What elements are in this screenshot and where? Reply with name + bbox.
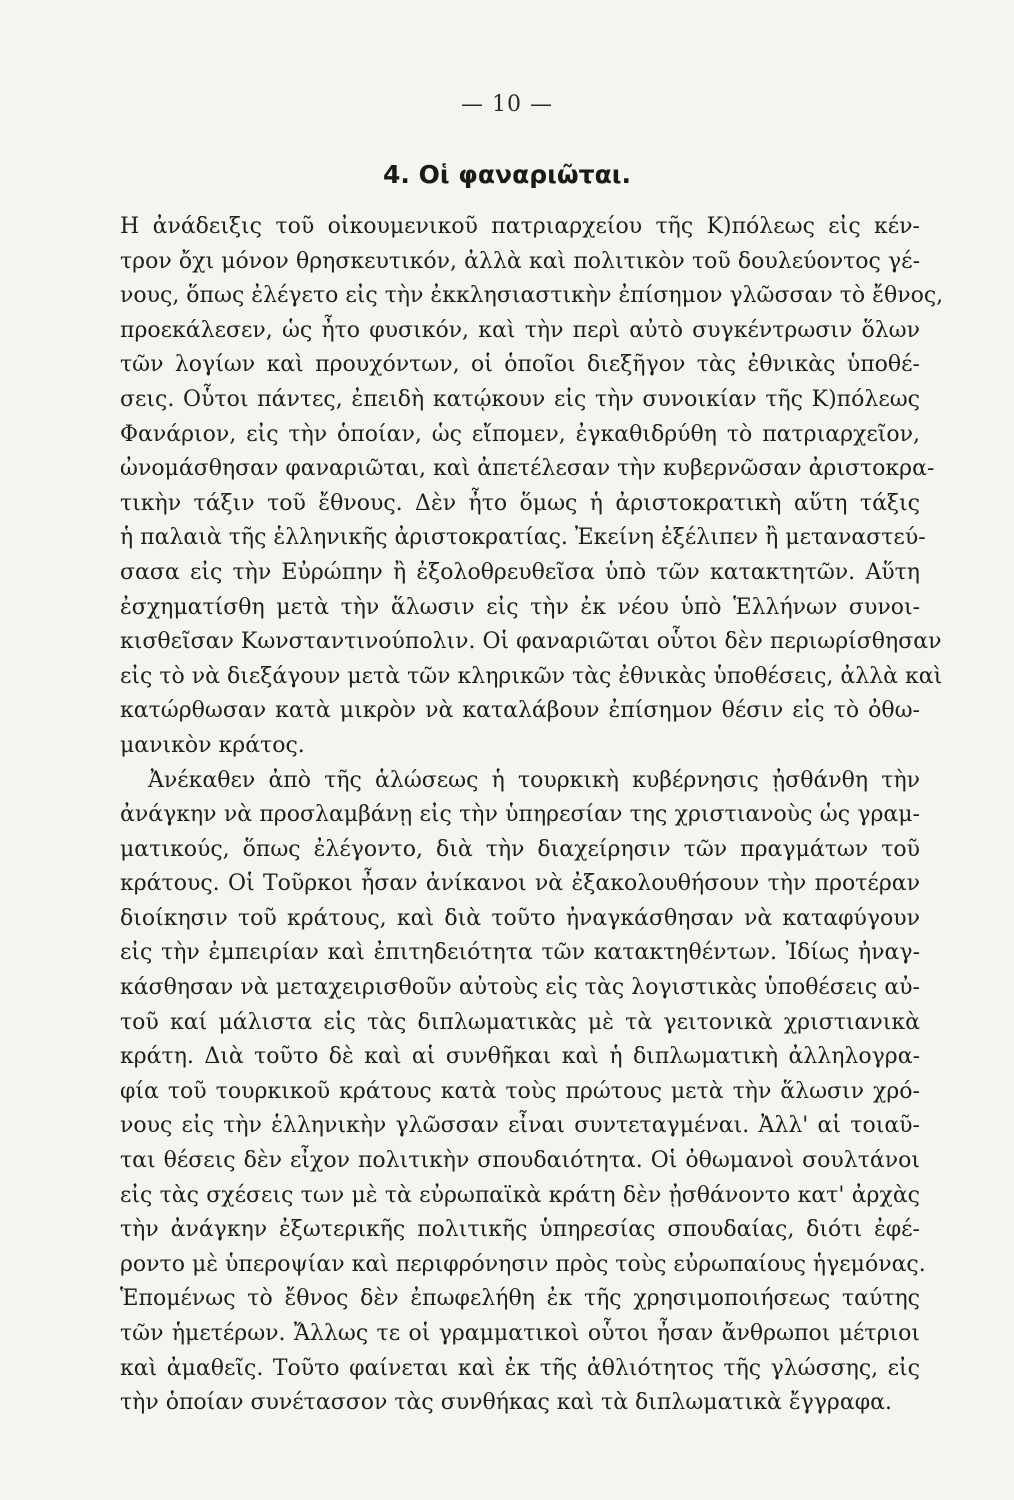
text-line: ματικούς, ὅπως ἐλέγοντο, διὰ τὴν διαχείρησιν τῶν πραγμάτων τοῦ [120, 836, 920, 862]
text-line: καὶ ἀμαθεῖς. Τοῦτο φαίνεται καὶ ἐκ τῆς ἀθλιότητος τῆς γλώσσης, εἰς [120, 1355, 920, 1381]
text-line: κράτους. Οἱ Τοῦρκοι ἦσαν ἀνίκανοι νὰ ἐξακολουθήσουν τὴν προτέραν [120, 871, 920, 897]
text-line: ροντο μὲ ὑπεροψίαν καὶ περιφρόνησιν πρὸς τοὺς εὐρωπαίους ἡγεμόνας. [120, 1251, 926, 1277]
text-line: προεκάλεσεν, ὡς ἦτο φυσικόν, καὶ τὴν περὶ αὐτὸ συγκέντρωσιν ὅλων [120, 317, 920, 343]
text-line: Ἀνέκαθεν ἀπὸ τῆς ἁλώσεως ἡ τουρκικὴ κυβέρνησις ᾐσθάνθη τὴν [148, 767, 920, 793]
text-line: ται θέσεις δὲν εἶχον πολιτικὴν σπουδαιότητα. Οἱ ὀθωμανοὶ σουλτάνοι [120, 1148, 920, 1174]
text-line: κάσθησαν νὰ μεταχειρισθοῦν αὐτοὺς εἰς τὰς λογιστικὰς ὑποθέσεις αὐ- [120, 975, 920, 1001]
text-line: κατώρθωσαν κατὰ μικρὸν νὰ καταλάβουν ἐπίσημον θέσιν εἰς τὸ ὀθω- [120, 698, 920, 724]
text-line: σασα εἰς τὴν Εὐρώπην ἢ ἐξολοθρευθεῖσα ὑπὸ τῶν κατακτητῶν. Αὕτη [120, 559, 920, 585]
text-line: νους εἰς τὴν ἑλληνικὴν γλῶσσαν εἶναι συντεταγμέναι. Ἀλλ' αἱ τοιαῦ- [120, 1113, 920, 1139]
text-line: τρον ὄχι μόνον θρησκευτικόν, ἀλλὰ καὶ πολιτικὸν τοῦ δουλεύοντος γέ- [120, 248, 920, 274]
text-line: τικὴν τάξιν τοῦ ἔθνους. Δὲν ἦτο ὅμως ἡ ἀριστοκρατικὴ αὕτη τάξις [120, 490, 920, 516]
text-line: τῶν λογίων καὶ προυχόντων, οἱ ὁποῖοι διεξῆγον τὰς ἐθνικὰς ὑποθέ- [120, 352, 920, 378]
text-line: ἐσχηματίσθη μετὰ τὴν ἅλωσιν εἰς τὴν ἐκ νέου ὑπὸ Ἑλλήνων συνοι- [120, 594, 920, 620]
text-line: εἰς τὰς σχέσεις των μὲ τὰ εὐρωπαϊκὰ κράτη δὲν ᾐσθάνοντο κατ' ἀρχὰς [120, 1182, 920, 1208]
text-line: σεις. Οὗτοι πάντες, ἐπειδὴ κατῴκουν εἰς τὴν συνοικίαν τῆς Κ)πόλεως [120, 386, 920, 412]
text-line: εἰς τὴν ἐμπειρίαν καὶ ἐπιτηδειότητα τῶν κατακτηθέντων. Ἰδίως ἠναγ- [120, 940, 920, 966]
text-line: τὴν ὁποίαν συνέτασσον τὰς συνθήκας καὶ τὰ διπλωματικὰ ἔγγραφα. [120, 1390, 892, 1416]
text-line: νους, ὅπως ἐλέγετο εἰς τὴν ἐκκλησιαστικὴν ἐπίσημον γλῶσσαν τὸ ἔθνος, [120, 283, 944, 309]
text-line: τὴν ἀνάγκην ἐξωτερικῆς πολιτικῆς ὑπηρεσίας σπουδαίας, διότι ἐφέ- [120, 1217, 920, 1243]
text-line: ἡ παλαιὰ τῆς ἑλληνικῆς ἀριστοκρατίας. Ἐκείνη ἐξέλιπεν ἢ μεταναστεύ- [120, 525, 926, 551]
section-heading: 4. Οἱ φαναριῶται. [383, 160, 631, 189]
text-line: τῶν ἡμετέρων. Ἄλλως τε οἱ γραμματικοὶ οὗτοι ἦσαν ἄνθρωποι μέτριοι [120, 1321, 920, 1346]
text-line: μανικὸν κράτος. [120, 732, 305, 758]
text-line: εἰς τὸ νὰ διεξάγουν μετὰ τῶν κληρικῶν τὰς ἐθνικὰς ὑποθέσεις, ἀλλὰ καὶ [120, 663, 943, 689]
text-line: διοίκησιν τοῦ κράτους, καὶ διὰ τοῦτο ἠναγκάσθησαν νὰ καταφύγουν [120, 905, 920, 931]
text-line: τοῦ καί μάλιστα εἰς τὰς διπλωματικὰς μὲ τὰ γειτονικὰ χριστιανικὰ [120, 1009, 920, 1035]
text-line: φία τοῦ τουρκικοῦ κράτους κατὰ τοὺς πρώτους μετὰ τὴν ἅλωσιν χρό- [120, 1078, 920, 1104]
body-text [120, 210, 944, 1421]
text-line: Ἑπομένως τὸ ἔθνος δὲν ἐπωφελήθη ἐκ τῆς χρησιμοποιήσεως ταύτης [120, 1286, 920, 1312]
text-line: ὠνομάσθησαν φαναριῶται, καὶ ἀπετέλεσαν τὴν κυβερνῶσαν ἀριστοκρα- [120, 456, 935, 482]
text-line: Φανάριον, εἰς τὴν ὁποίαν, ὡς εἴπομεν, ἐγκαθιδρύθη τὸ πατριαρχεῖον, [120, 421, 920, 447]
text-line: κισθεῖσαν Κωνσταντινούπολιν. Οἱ φαναριῶται οὗτοι δὲν περιωρίσθησαν [120, 629, 942, 655]
text-line: κράτη. Διὰ τοῦτο δὲ καὶ αἱ συνθῆκαι καὶ ἡ διπλωματικὴ ἀλληλογρα- [120, 1044, 920, 1070]
page-number: — 10 — [461, 92, 553, 117]
text-line: Η ἀνάδειξις τοῦ οἰκουμενικοῦ πατριαρχείου τῆς Κ)πόλεως εἰς κέν- [120, 214, 920, 239]
text-line: ἀνάγκην νὰ προσλαμβάνῃ εἰς τὴν ὑπηρεσίαν της χριστιανοὺς ὡς γραμ- [120, 802, 920, 828]
